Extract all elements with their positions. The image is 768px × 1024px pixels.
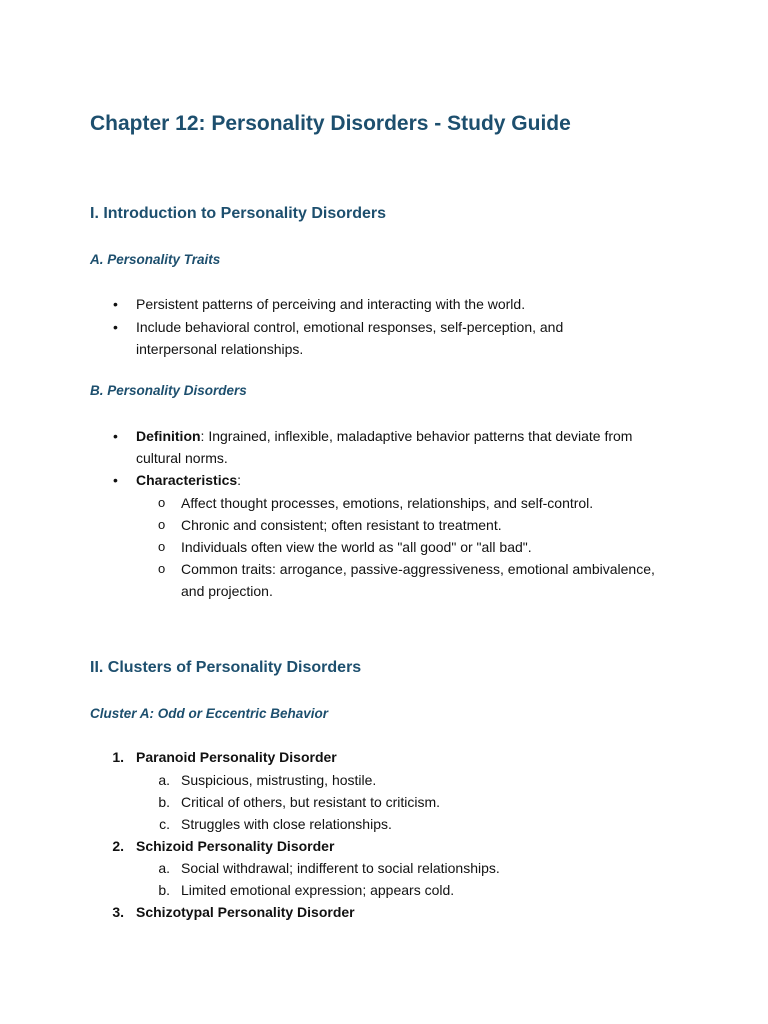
list-letter: a. bbox=[158, 772, 170, 788]
definition-line bbox=[136, 425, 632, 447]
page-title: Chapter 12: Personality Disorders - Study Guide bbox=[90, 112, 571, 135]
section-1-heading: I. Introduction to Personality Disorders bbox=[90, 205, 387, 222]
list-item: Chronic and consistent; often resistant to treatment. bbox=[181, 517, 502, 533]
list-letter: a. bbox=[158, 860, 170, 876]
list-item: Social withdrawal; indifferent to social relationships. bbox=[181, 860, 500, 876]
disorder-name: Schizoid Personality Disorder bbox=[136, 838, 335, 854]
list-item: Individuals often view the world as "all good" or "all bad". bbox=[181, 539, 532, 555]
subsection-a-heading: A. Personality Traits bbox=[90, 252, 221, 267]
characteristics-line bbox=[136, 469, 241, 491]
circle-marker: o bbox=[158, 561, 166, 576]
disorder-name: Paranoid Personality Disorder bbox=[136, 749, 337, 765]
definition-text-continued: cultural norms. bbox=[136, 450, 228, 466]
circle-marker: o bbox=[158, 539, 166, 554]
cluster-a-heading: Cluster A: Odd or Eccentric Behavior bbox=[90, 706, 329, 721]
section-2-heading: II. Clusters of Personality Disorders bbox=[90, 659, 362, 676]
list-item-continued: and projection. bbox=[181, 583, 273, 599]
definition-text: : Ingrained, inflexible, maladaptive behavior patterns that deviate from bbox=[200, 428, 633, 444]
list-item: Persistent patterns of perceiving and interacting with the world. bbox=[136, 296, 526, 312]
list-letter: b. bbox=[158, 794, 170, 810]
list-item: Critical of others, but resistant to criticism. bbox=[181, 794, 441, 810]
list-item-continued: interpersonal relationships. bbox=[136, 341, 304, 357]
list-item: Suspicious, mistrusting, hostile. bbox=[181, 772, 377, 788]
definition-term: Definition bbox=[136, 428, 201, 444]
bullet-marker: • bbox=[113, 319, 118, 335]
circle-marker: o bbox=[158, 517, 166, 532]
disorder-name: Schizotypal Personality Disorder bbox=[136, 904, 355, 920]
list-number: 2. bbox=[112, 838, 124, 854]
bullet-marker: • bbox=[113, 296, 118, 312]
list-letter: b. bbox=[158, 882, 170, 898]
list-number: 3. bbox=[112, 904, 124, 920]
list-item: Struggles with close relationships. bbox=[181, 816, 392, 832]
list-item: Include behavioral control, emotional responses, self-perception, and bbox=[136, 319, 564, 335]
list-letter: c. bbox=[159, 816, 170, 832]
list-item: Common traits: arrogance, passive-aggressiveness, emotional ambivalence, bbox=[181, 561, 655, 577]
characteristics-term: Characteristics bbox=[136, 472, 238, 488]
list-item: Affect thought processes, emotions, relationships, and self-control. bbox=[181, 495, 594, 511]
list-number: 1. bbox=[112, 749, 124, 765]
circle-marker: o bbox=[158, 495, 166, 510]
characteristics-colon: : bbox=[237, 472, 242, 488]
subsection-b-heading: B. Personality Disorders bbox=[90, 383, 247, 398]
bullet-marker: • bbox=[113, 472, 118, 488]
bullet-marker: • bbox=[113, 428, 118, 444]
list-item: Limited emotional expression; appears cold. bbox=[181, 882, 455, 898]
